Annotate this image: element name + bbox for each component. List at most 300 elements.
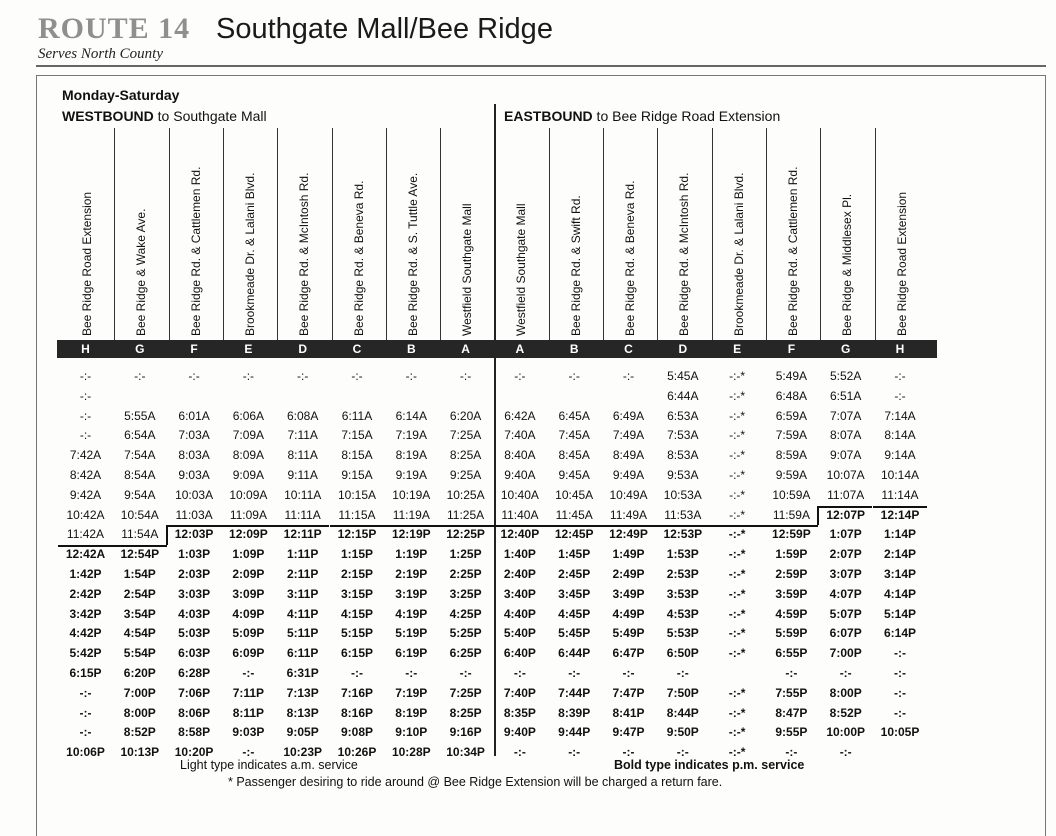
time-cell: -:- [459, 666, 472, 680]
time-cell: -:- [242, 745, 255, 760]
time-cell: 10:28P [391, 745, 431, 760]
time-cell: 7:50P [666, 685, 699, 700]
time-cell: 3:53P [666, 586, 699, 601]
eastbound-heading [504, 108, 780, 124]
stop-name-header [58, 140, 113, 338]
time-cell: 9:07A [830, 448, 862, 463]
time-cell: -:- [459, 369, 472, 383]
time-cell: 11:45A [555, 507, 593, 522]
time-cell: -:- [894, 666, 906, 680]
time-cell: 12:45P [554, 527, 594, 542]
time-cell: 5:40P [503, 626, 536, 641]
time-cell: 9:16P [449, 725, 482, 740]
time-cell: 3:07P [829, 567, 862, 581]
time-cell: 9:14A [884, 448, 916, 463]
time-cell: 8:07A [830, 428, 862, 443]
eastbound-destination: to Bee Ridge Road Extension [592, 108, 781, 124]
time-cell: 3:40P [503, 586, 536, 601]
time-cell: 6:55P [775, 646, 808, 661]
westbound-direction: WESTBOUND [62, 108, 154, 124]
time-cell: 9:03P [232, 725, 265, 740]
time-cell: -:-* [728, 646, 746, 661]
time-cell: 2:59P [775, 567, 808, 581]
time-cell: 4:40P [503, 606, 536, 621]
time-cell: 5:55A [124, 408, 156, 423]
eastbound-direction: EASTBOUND [504, 108, 593, 124]
time-cell: 6:11P [287, 646, 319, 661]
time-cell: 10:13P [120, 745, 160, 760]
time-cell: 8:52P [829, 705, 862, 720]
time-cell: 10:49A [609, 487, 648, 502]
time-cell: 11:03A [175, 507, 213, 522]
time-cell: 9:05P [286, 725, 319, 740]
time-cell: 6:03P [178, 646, 211, 661]
time-cell: 11:07A [827, 487, 865, 502]
time-cell: 8:25A [449, 448, 482, 463]
time-cell: -:- [79, 428, 92, 443]
stop-name-header [873, 140, 928, 338]
time-cell: 8:00P [123, 705, 156, 720]
time-cell: 8:11P [232, 705, 265, 720]
time-cell: 10:42A [66, 507, 105, 522]
time-cell: 12:40P [500, 527, 540, 542]
time-cell: -:- [79, 369, 92, 383]
time-cell: 1:15P [340, 547, 374, 562]
time-cell: 10:53A [663, 487, 702, 502]
stop-letter: D [678, 342, 688, 356]
time-cell: 10:45A [555, 487, 594, 502]
stop-letter: A [461, 342, 470, 356]
time-cell: 2:25P [449, 567, 482, 581]
stop-letter: E [733, 342, 742, 356]
serves-area: Serves North County [38, 46, 163, 62]
time-cell: -:- [622, 745, 635, 760]
time-cell: 3:03P [178, 586, 211, 601]
time-cell: 6:14P [883, 626, 917, 641]
time-cell: -:-* [728, 685, 746, 700]
time-cell: 3:15P [340, 586, 374, 601]
time-cell: 9:10P [395, 725, 428, 740]
time-cell: 9:15A [341, 468, 373, 482]
time-cell: -:- [242, 369, 255, 383]
time-cell: 4:07P [829, 586, 862, 601]
time-cell: 7:40P [503, 685, 536, 700]
time-cell: -:- [79, 388, 92, 403]
time-cell: 11:09A [229, 507, 267, 522]
time-cell: 4:11P [287, 606, 319, 621]
time-cell: 10:40A [500, 487, 539, 502]
time-cell: 3:49P [612, 586, 645, 601]
time-cell: -:- [188, 369, 200, 383]
time-cell: 1:53P [666, 547, 699, 562]
stop-name-header [167, 140, 222, 338]
stop-name: Bee Ridge & Middlesex Pl. [840, 193, 855, 336]
time-cell: 11:15A [338, 507, 376, 522]
stop-name: Westfield Southgate Mall [460, 203, 475, 336]
westbound-destination: to Southgate Mall [153, 108, 267, 124]
time-cell: 1:14P [883, 527, 917, 542]
time-cell: 9:54A [124, 487, 156, 502]
time-cell: 8:00P [829, 685, 862, 700]
stop-letter: E [244, 342, 253, 356]
time-cell: -:-* [729, 448, 746, 463]
time-cell: 5:25P [449, 626, 482, 641]
time-cell: 5:49P [612, 626, 645, 641]
stop-letter: G [135, 342, 145, 356]
time-cell: 7:42A [69, 448, 102, 463]
time-cell: 2:49P [612, 567, 645, 581]
time-cell: 1:03P [178, 547, 211, 562]
time-cell: 9:45A [558, 468, 590, 482]
time-cell: 6:15P [69, 666, 102, 680]
time-cell: 3:42P [69, 606, 102, 621]
time-cell: -:-* [728, 725, 746, 740]
time-cell: 10:20P [174, 745, 214, 760]
time-cell: 8:59A [775, 448, 808, 463]
time-cell: -:-* [729, 369, 746, 383]
time-cell: 7:15A [341, 428, 373, 443]
time-cell: 5:52A [830, 369, 862, 383]
stop-name: Brookmeade Dr. & Lalani Blvd. [242, 172, 257, 336]
time-cell: 4:25P [449, 606, 482, 621]
time-cell: -:- [894, 369, 906, 383]
time-cell: 12:03P [174, 527, 214, 542]
time-cell: 8:41P [612, 705, 645, 720]
time-cell: 7:44P [558, 685, 591, 700]
time-cell: 2:45P [558, 567, 591, 581]
stop-name: Brookmeade Dr. & Lalani Blvd. [731, 172, 746, 336]
time-cell: 9:40A [504, 468, 536, 482]
time-cell: 2:40P [503, 567, 536, 581]
time-cell: -:-* [729, 507, 746, 522]
stop-letter: F [190, 342, 198, 356]
time-cell: 3:59P [775, 586, 808, 601]
time-cell: 1:54P [123, 567, 156, 581]
stop-name-header [112, 140, 167, 338]
stop-name: Bee Ridge Rd. & S. Tuttle Ave. [405, 172, 420, 336]
time-cell: -:- [242, 666, 255, 680]
time-cell: 6:59A [775, 408, 808, 423]
time-cell: 1:45P [558, 547, 591, 562]
time-cell: 12:59P [772, 527, 811, 542]
time-cell: 4:19P [395, 606, 428, 621]
time-cell: -:-* [729, 428, 746, 443]
time-cell: 7:11P [232, 685, 265, 700]
time-cell: -:-* [729, 487, 746, 502]
time-cell: -:- [405, 666, 418, 680]
time-cell: 6:25P [449, 646, 482, 661]
time-cell: 8:15A [341, 448, 373, 463]
time-cell: -:- [79, 725, 92, 740]
time-cell: 3:09P [232, 586, 265, 601]
time-cell: 11:59A [772, 507, 810, 522]
stop-name-header [601, 140, 656, 338]
time-cell: -:-* [729, 388, 746, 403]
time-cell: -:- [79, 685, 92, 700]
time-cell: 9:42A [69, 487, 102, 502]
time-cell: 6:45A [558, 408, 590, 423]
time-cell: 2:07P [829, 547, 862, 562]
time-cell: -:-* [728, 586, 746, 601]
time-cell: -:- [785, 666, 798, 680]
time-cell: 5:03P [178, 626, 211, 641]
stop-name-header [710, 140, 765, 338]
time-cell: 6:44P [558, 646, 591, 661]
time-cell: 5:42P [69, 646, 102, 661]
time-cell: 1:19P [395, 547, 428, 562]
stop-name-header [221, 140, 276, 338]
time-cell: 7:53A [667, 428, 699, 443]
time-cell: 5:45A [667, 369, 699, 383]
stop-name: Bee Ridge Road Extension [894, 191, 909, 336]
time-cell: 9:11A [287, 468, 318, 482]
time-cell: 8:58P [178, 725, 211, 740]
time-cell: 12:42A [65, 547, 106, 562]
time-cell: 7:25A [449, 428, 482, 443]
time-cell: -:-* [728, 745, 746, 760]
time-cell: 10:59A [772, 487, 811, 502]
time-cell: 7:14A [884, 408, 916, 423]
stop-letter: C [624, 342, 633, 356]
time-cell: 12:25P [446, 527, 485, 542]
time-cell: 12:07P [826, 507, 866, 522]
time-cell: 7:47P [612, 685, 645, 700]
am-legend: Light type indicates a.m. service [180, 758, 358, 772]
time-cell: 10:09A [229, 487, 268, 502]
time-cell: 7:00P [123, 685, 156, 700]
time-cell: 7:55P [775, 685, 808, 700]
pm-legend: Bold type indicates p.m. service [614, 758, 805, 772]
time-cell: 7:11A [287, 428, 318, 443]
time-cell: 6:09P [232, 646, 265, 661]
stop-name: Bee Ridge Rd. & McIntosh Rd. [677, 172, 692, 336]
time-cell: -:- [79, 408, 92, 423]
time-cell: 8:11A [287, 448, 318, 463]
time-cell: 8:42A [69, 468, 102, 482]
stop-name-header [438, 140, 493, 338]
time-cell: 2:09P [232, 567, 265, 581]
time-cell: 8:19A [395, 448, 427, 463]
time-cell: 6:01A [178, 408, 210, 423]
time-cell: 7:19P [395, 685, 428, 700]
time-cell: 6:53A [667, 408, 699, 423]
time-cell: -:- [405, 369, 417, 383]
time-cell: -:-* [728, 606, 746, 621]
time-cell: 6:07P [829, 626, 862, 641]
stop-letter: B [406, 342, 416, 356]
time-cell: 8:14A [884, 428, 916, 443]
time-cell: -:-* [728, 527, 746, 542]
time-cell: 7:16P [340, 685, 374, 700]
time-cell: 3:54P [123, 606, 156, 621]
time-cell: 7:59A [775, 428, 808, 443]
time-cell: -:- [894, 646, 906, 661]
time-cell: 12:15P [337, 527, 377, 542]
time-cell: 2:11P [287, 567, 319, 581]
time-cell: 12:49P [609, 527, 648, 542]
time-cell: -:- [351, 666, 363, 680]
time-cell: 8:09A [232, 448, 265, 463]
stop-letter: A [515, 342, 525, 356]
stop-name: Bee Ridge Rd. & Cattlemen Rd. [188, 166, 203, 336]
time-cell: -:- [514, 369, 526, 383]
stop-name-header [492, 140, 547, 338]
time-cell: 4:03P [178, 606, 211, 621]
time-cell: 5:14P [883, 606, 917, 621]
time-cell: -:- [676, 745, 689, 760]
time-cell: 7:03A [178, 428, 210, 443]
stop-name-header [330, 140, 385, 338]
time-cell: 12:53P [663, 527, 703, 542]
time-cell: 2:53P [666, 567, 699, 581]
stop-letter: H [81, 342, 90, 356]
time-cell: 2:42P [69, 586, 102, 601]
time-cell: 10:11A [284, 487, 322, 502]
time-cell: 9:44P [558, 725, 591, 740]
header-rule [36, 65, 1046, 67]
time-cell: 8:40A [504, 448, 536, 463]
time-cell: 6:51A [830, 388, 862, 403]
time-cell: -:- [622, 666, 635, 680]
time-cell: 5:19P [395, 626, 428, 641]
time-cell: 2:15P [340, 567, 374, 581]
time-cell: 6:08A [287, 408, 319, 423]
time-cell: -:- [568, 369, 580, 383]
time-cell: 10:19A [392, 487, 431, 502]
stop-name: Bee Ridge Rd. & Beneva Rd. [623, 180, 637, 336]
time-cell: -:- [513, 666, 526, 680]
time-cell: 10:54A [120, 507, 159, 522]
westbound-heading [62, 108, 267, 124]
time-cell: 10:26P [337, 745, 377, 760]
time-cell: -:- [894, 705, 906, 720]
time-cell: -:- [839, 745, 852, 760]
time-cell: -:- [351, 369, 363, 383]
time-cell: 8:03A [178, 448, 210, 463]
time-cell: 6:14A [395, 408, 427, 423]
time-cell: 12:54P [120, 547, 160, 562]
time-cell: -:-* [728, 705, 746, 720]
time-cell: 8:16P [340, 705, 374, 720]
route-name: Southgate Mall/Bee Ridge [216, 13, 553, 45]
stop-name-header [818, 140, 873, 338]
route-number: ROUTE 14 [38, 12, 191, 45]
time-cell: 6:50P [666, 646, 699, 661]
time-cell: 9:53A [667, 468, 699, 482]
time-cell: 10:15A [337, 487, 377, 502]
time-cell: 1:40P [503, 547, 536, 562]
time-cell: 1:11P [287, 547, 319, 562]
time-cell: 4:53P [666, 606, 699, 621]
time-cell: 5:09P [232, 626, 265, 641]
time-cell: -:-* [728, 547, 746, 562]
time-cell: 6:42A [504, 408, 536, 423]
time-cell: 5:45P [558, 626, 591, 641]
time-cell: 11:19A [392, 507, 430, 522]
time-cell: 10:05P [880, 725, 920, 740]
time-cell: 7:07A [830, 408, 862, 423]
time-cell: 7:45A [558, 428, 590, 443]
stop-name-header [655, 140, 710, 338]
time-cell: 6:48A [775, 388, 808, 403]
time-cell: 11:54A [121, 527, 159, 542]
time-cell: 8:06P [178, 705, 211, 720]
time-cell: 6:31P [286, 666, 319, 680]
time-cell: 12:14P [880, 507, 920, 522]
time-cell: 4:09P [232, 606, 265, 621]
time-cell: 12:09P [229, 527, 268, 542]
time-cell: 10:06P [66, 745, 105, 760]
time-cell: 5:53P [666, 626, 699, 641]
time-cell: 9:03A [178, 468, 210, 482]
time-cell: 8:39P [558, 705, 591, 720]
time-cell: 2:14P [883, 547, 917, 562]
time-cell: 1:59P [775, 547, 808, 562]
time-cell: 10:07A [826, 468, 865, 482]
time-cell: -:- [568, 666, 581, 680]
time-cell: 1:07P [829, 527, 862, 542]
time-cell: 8:19P [395, 705, 428, 720]
time-cell: 6:20A [449, 408, 482, 423]
time-cell: -:- [894, 685, 906, 700]
time-cell: -:- [79, 705, 92, 720]
time-cell: 4:45P [558, 606, 591, 621]
time-cell: 6:06A [232, 408, 265, 423]
stop-name: Bee Ridge Rd. & McIntosh Rd. [297, 172, 312, 336]
time-cell: 9:50P [666, 725, 699, 740]
time-cell: 10:25A [446, 487, 485, 502]
time-cell: 7:25P [449, 685, 482, 700]
time-cell: 9:08P [340, 725, 374, 740]
time-cell: 1:49P [612, 547, 645, 562]
time-cell: 8:45A [558, 448, 590, 463]
stop-name: Bee Ridge Rd. & Beneva Rd. [351, 180, 366, 336]
time-cell: 8:35P [503, 705, 536, 720]
time-cell: 7:09A [232, 428, 265, 443]
time-cell: 7:40A [504, 428, 536, 443]
time-cell: 9:47P [612, 725, 645, 740]
time-cell: 5:15P [340, 626, 374, 641]
time-cell: 6:20P [123, 666, 156, 680]
time-cell: 1:42P [69, 567, 102, 581]
time-cell: -:- [622, 369, 635, 383]
time-cell: 10:23P [283, 745, 323, 760]
time-cell: 11:14A [881, 487, 919, 502]
time-cell: 8:44P [666, 705, 699, 720]
time-cell: 5:49A [775, 369, 808, 383]
time-cell: -:- [568, 745, 581, 760]
time-cell: -:- [785, 745, 798, 760]
time-cell: -:-* [729, 468, 746, 482]
time-cell: -:- [297, 369, 309, 383]
time-cell: 1:09P [232, 547, 265, 562]
time-cell: 12:19P [391, 527, 431, 542]
time-cell: 3:11P [287, 586, 319, 601]
time-cell: 4:54P [123, 626, 156, 641]
time-cell: 10:03A [175, 487, 214, 502]
time-cell: 7:06P [178, 685, 211, 700]
time-cell: 8:47P [775, 705, 808, 720]
time-cell: 4:42P [69, 626, 102, 641]
stop-name-header [764, 140, 819, 338]
time-cell: 9:59A [775, 468, 808, 482]
time-cell: 7:54A [124, 448, 156, 463]
stop-letter: F [787, 342, 796, 356]
time-cell: 8:13P [286, 705, 319, 720]
time-cell: 7:13P [286, 685, 319, 700]
time-cell: 3:14P [883, 567, 917, 581]
stop-name: Westfield Southgate Mall [514, 203, 529, 336]
